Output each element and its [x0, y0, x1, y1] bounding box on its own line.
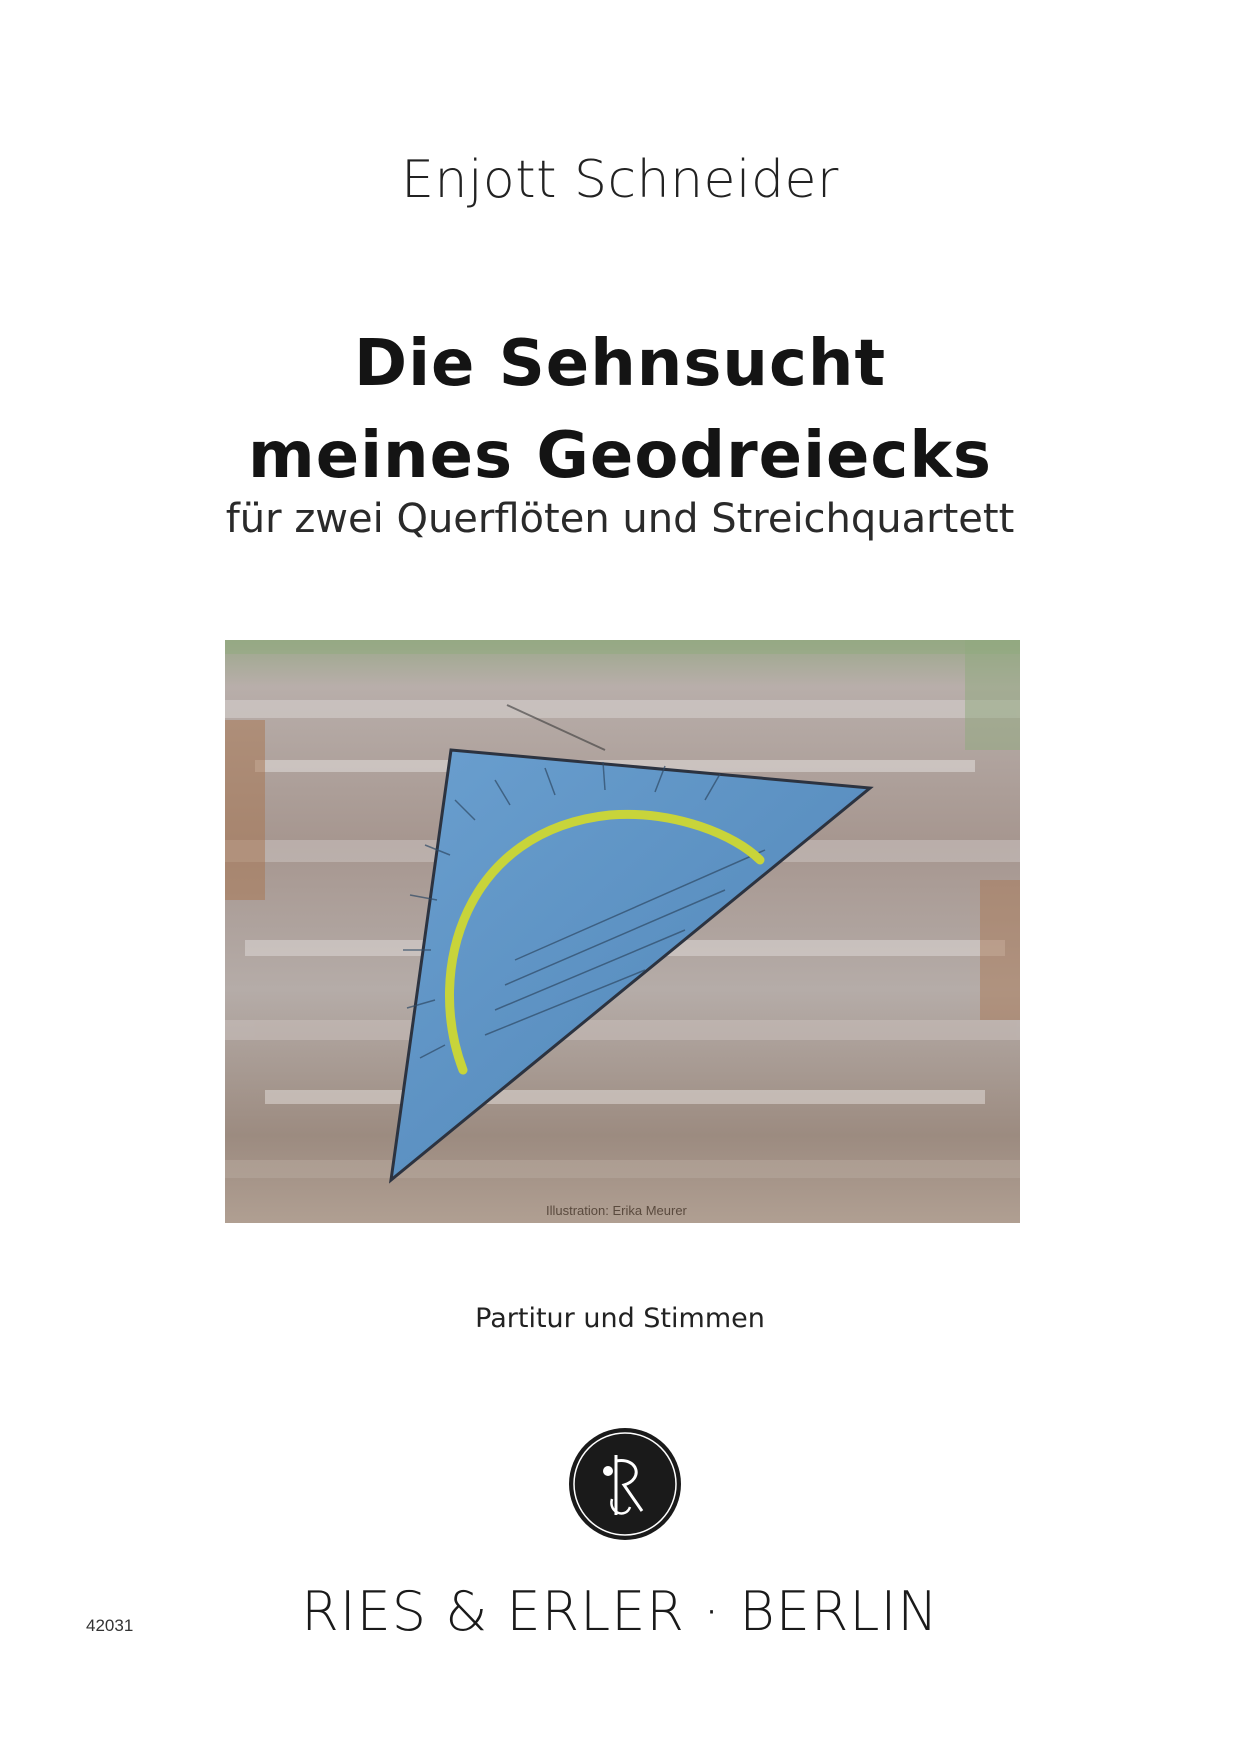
ries-erler-monogram-icon [568, 1427, 682, 1541]
work-title [0, 318, 1240, 502]
title-line-2: meines Geodreiecks [248, 419, 992, 493]
edition-label: Partitur und Stimmen [475, 1303, 765, 1334]
instrumentation-subtitle: für zwei Querflöten und Streichquartett [225, 496, 1015, 542]
composer-name: Enjott Schneider [401, 150, 839, 210]
title-line-1: Die Sehnsucht [353, 327, 887, 401]
catalog-number: 42031 [86, 1616, 134, 1635]
set-square-painting [225, 640, 1020, 1223]
illustration-credit: Illustration: Erika Meurer [546, 1203, 687, 1218]
publisher-name: RIES & ERLER · BERLIN [301, 1580, 939, 1643]
cover-illustration [225, 640, 1020, 1223]
